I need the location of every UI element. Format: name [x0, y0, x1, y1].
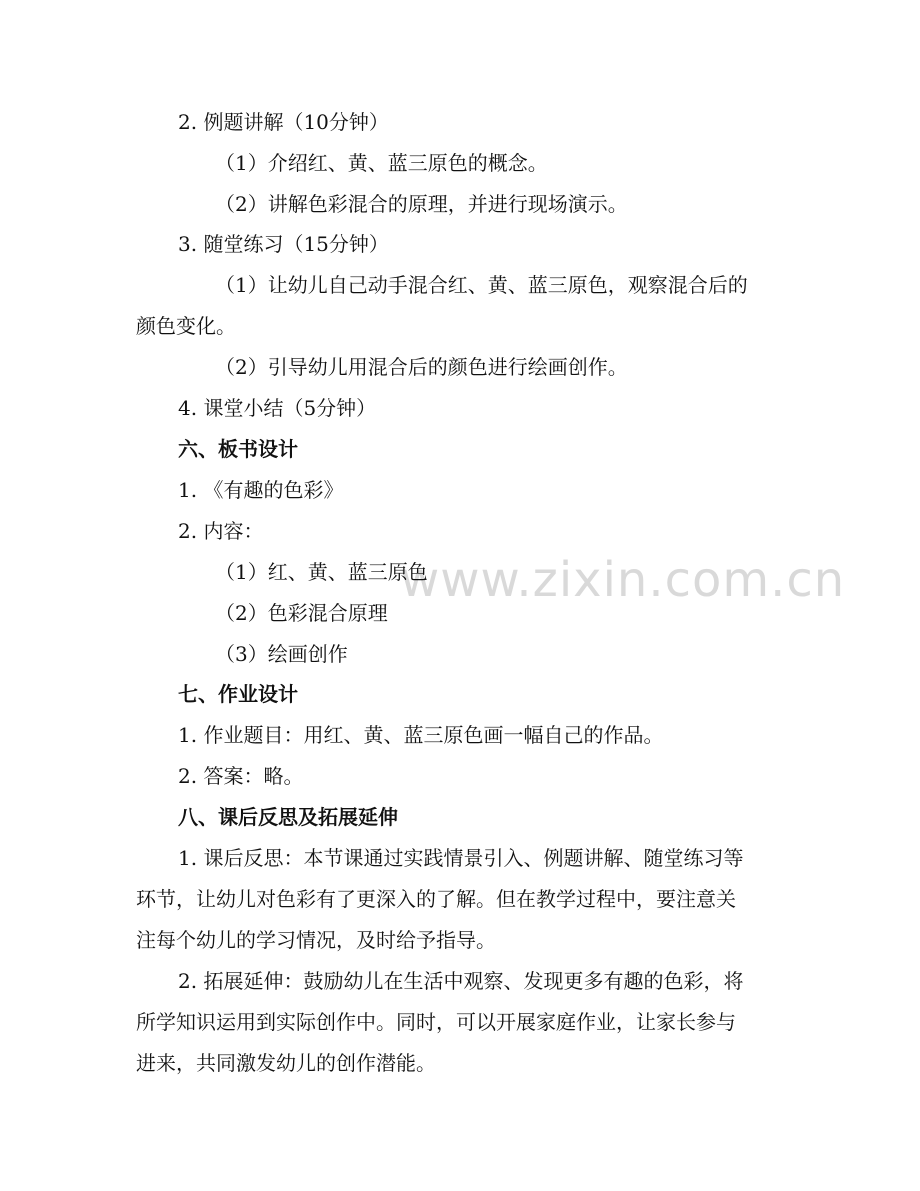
list-item: 2. 答案：略。: [178, 764, 304, 788]
list-item: 2. 内容：: [178, 519, 264, 543]
list-item: （2）色彩混合原理: [215, 601, 388, 625]
list-item: 1. 《有趣的色彩》: [178, 478, 344, 502]
list-item: （2）讲解色彩混合的原理，并进行现场演示。: [215, 192, 628, 216]
list-item: 2. 例题讲解（10分钟）: [178, 110, 389, 134]
paragraph-line: 2. 拓展延伸：鼓励幼儿在生活中观察、发现更多有趣的色彩，将: [178, 969, 744, 993]
list-item: （1）红、黄、蓝三原色: [215, 560, 428, 584]
section-heading: 六、板书设计: [178, 437, 298, 461]
paragraph-line: 进来，共同激发幼儿的创作潜能。: [136, 1051, 436, 1075]
list-item-continuation: 颜色变化。: [136, 314, 236, 338]
list-item: （2）引导幼儿用混合后的颜色进行绘画创作。: [215, 355, 628, 379]
section-heading: 八、课后反思及拓展延伸: [178, 805, 398, 829]
list-item: 3. 随堂练习（15分钟）: [178, 232, 389, 256]
list-item: （1）让幼儿自己动手混合红、黄、蓝三原色，观察混合后的: [215, 273, 748, 297]
paragraph-line: 注每个幼儿的学习情况，及时给予指导。: [136, 928, 496, 952]
paragraph-line: 环节，让幼儿对色彩有了更深入的了解。但在教学过程中，要注意关: [136, 887, 736, 911]
list-item: （3）绘画创作: [215, 642, 348, 666]
list-item: 4. 课堂小结（5分钟）: [178, 396, 377, 420]
list-item: （1）介绍红、黄、蓝三原色的概念。: [215, 151, 548, 175]
watermark-text: www.zixin.com.cn: [400, 552, 846, 608]
paragraph-line: 1. 课后反思：本节课通过实践情景引入、例题讲解、随堂练习等: [178, 846, 744, 870]
paragraph-line: 所学知识运用到实际创作中。同时，可以开展家庭作业，让家长参与: [136, 1010, 736, 1034]
section-heading: 七、作业设计: [178, 682, 298, 706]
list-item: 1. 作业题目：用红、黄、蓝三原色画一幅自己的作品。: [178, 723, 664, 747]
